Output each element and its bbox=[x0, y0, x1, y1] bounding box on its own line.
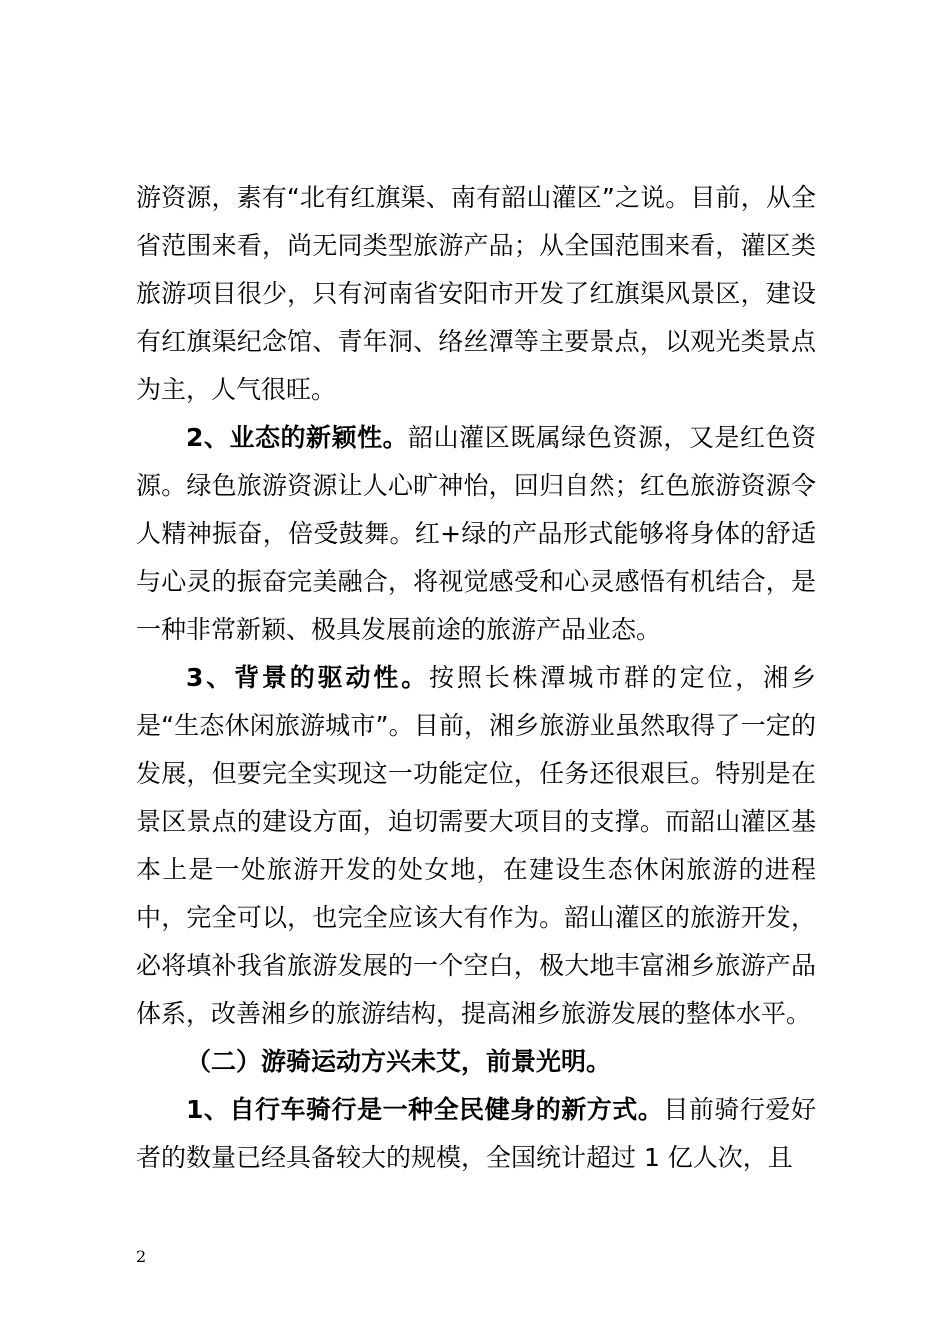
paragraph-background-drive bbox=[136, 654, 816, 1038]
paragraph-resource-intro bbox=[136, 174, 816, 414]
paragraph-1-text: 游资源，素有“北有红旗渠、南有韶山灌区”之说。目前，从全省范围来看，尚无同类型旅游产品；从全国范围来看，灌区类旅游项目很少，只有河南省安阳市开发了红旗渠风景区，建设有红旗渠纪念馆、青年洞、络丝潭等主要景点，以观光类景点为主，人气很旺。 bbox=[136, 183, 816, 404]
section-heading-text: （二）游骑运动方兴未艾，前景光明。 bbox=[186, 1047, 612, 1076]
paragraph-business-novelty bbox=[136, 414, 816, 654]
paragraph-2-heading: 2、业态的新颖性。 bbox=[186, 423, 409, 452]
section-heading-cycling bbox=[136, 1038, 816, 1086]
paragraph-5-text: 目前骑行爱好者的数量已经具备较大的规模，全国统计超过 1 亿人次，且 bbox=[136, 1095, 816, 1172]
body-text bbox=[136, 174, 816, 1182]
paragraph-3-heading: 3、背景的驱动性。 bbox=[186, 663, 429, 692]
paragraph-3-text: 按照长株潭城市群的定位，湘乡是“生态休闲旅游城市”。目前，湘乡旅游业虽然取得了一定的发展，但要完全实现这一功能定位，任务还很艰巨。特别是在景区景点的建设方面，迫切需要大项目的支撑。而韶山灌区基本上是一处旅游开发的处女地，在建设生态休闲旅游的进程中，完全可以，也完全应该大有作为。韶山灌区的旅游开发，必将填补我省旅游发展的一个空白，极大地丰富湘乡旅游产品体系，改善湘乡的旅游结构，提高湘乡旅游发展的整体水平。 bbox=[136, 663, 816, 1028]
paragraph-cycling-fitness bbox=[136, 1086, 816, 1182]
page-number: 2 bbox=[136, 1247, 147, 1266]
paragraph-5-heading: 1、自行车骑行是一种全民健身的新方式。 bbox=[186, 1095, 664, 1124]
paragraph-2-text: 韶山灌区既属绿色资源，又是红色资源。绿色旅游资源让人心旷神怡，回归自然；红色旅游资源令人精神振奋，倍受鼓舞。红+绿的产品形式能够将身体的舒适与心灵的振奋完美融合，将视觉感受和心灵感悟有机结合，是一种非常新颖、极具发展前途的旅游产品业态。 bbox=[136, 423, 816, 644]
